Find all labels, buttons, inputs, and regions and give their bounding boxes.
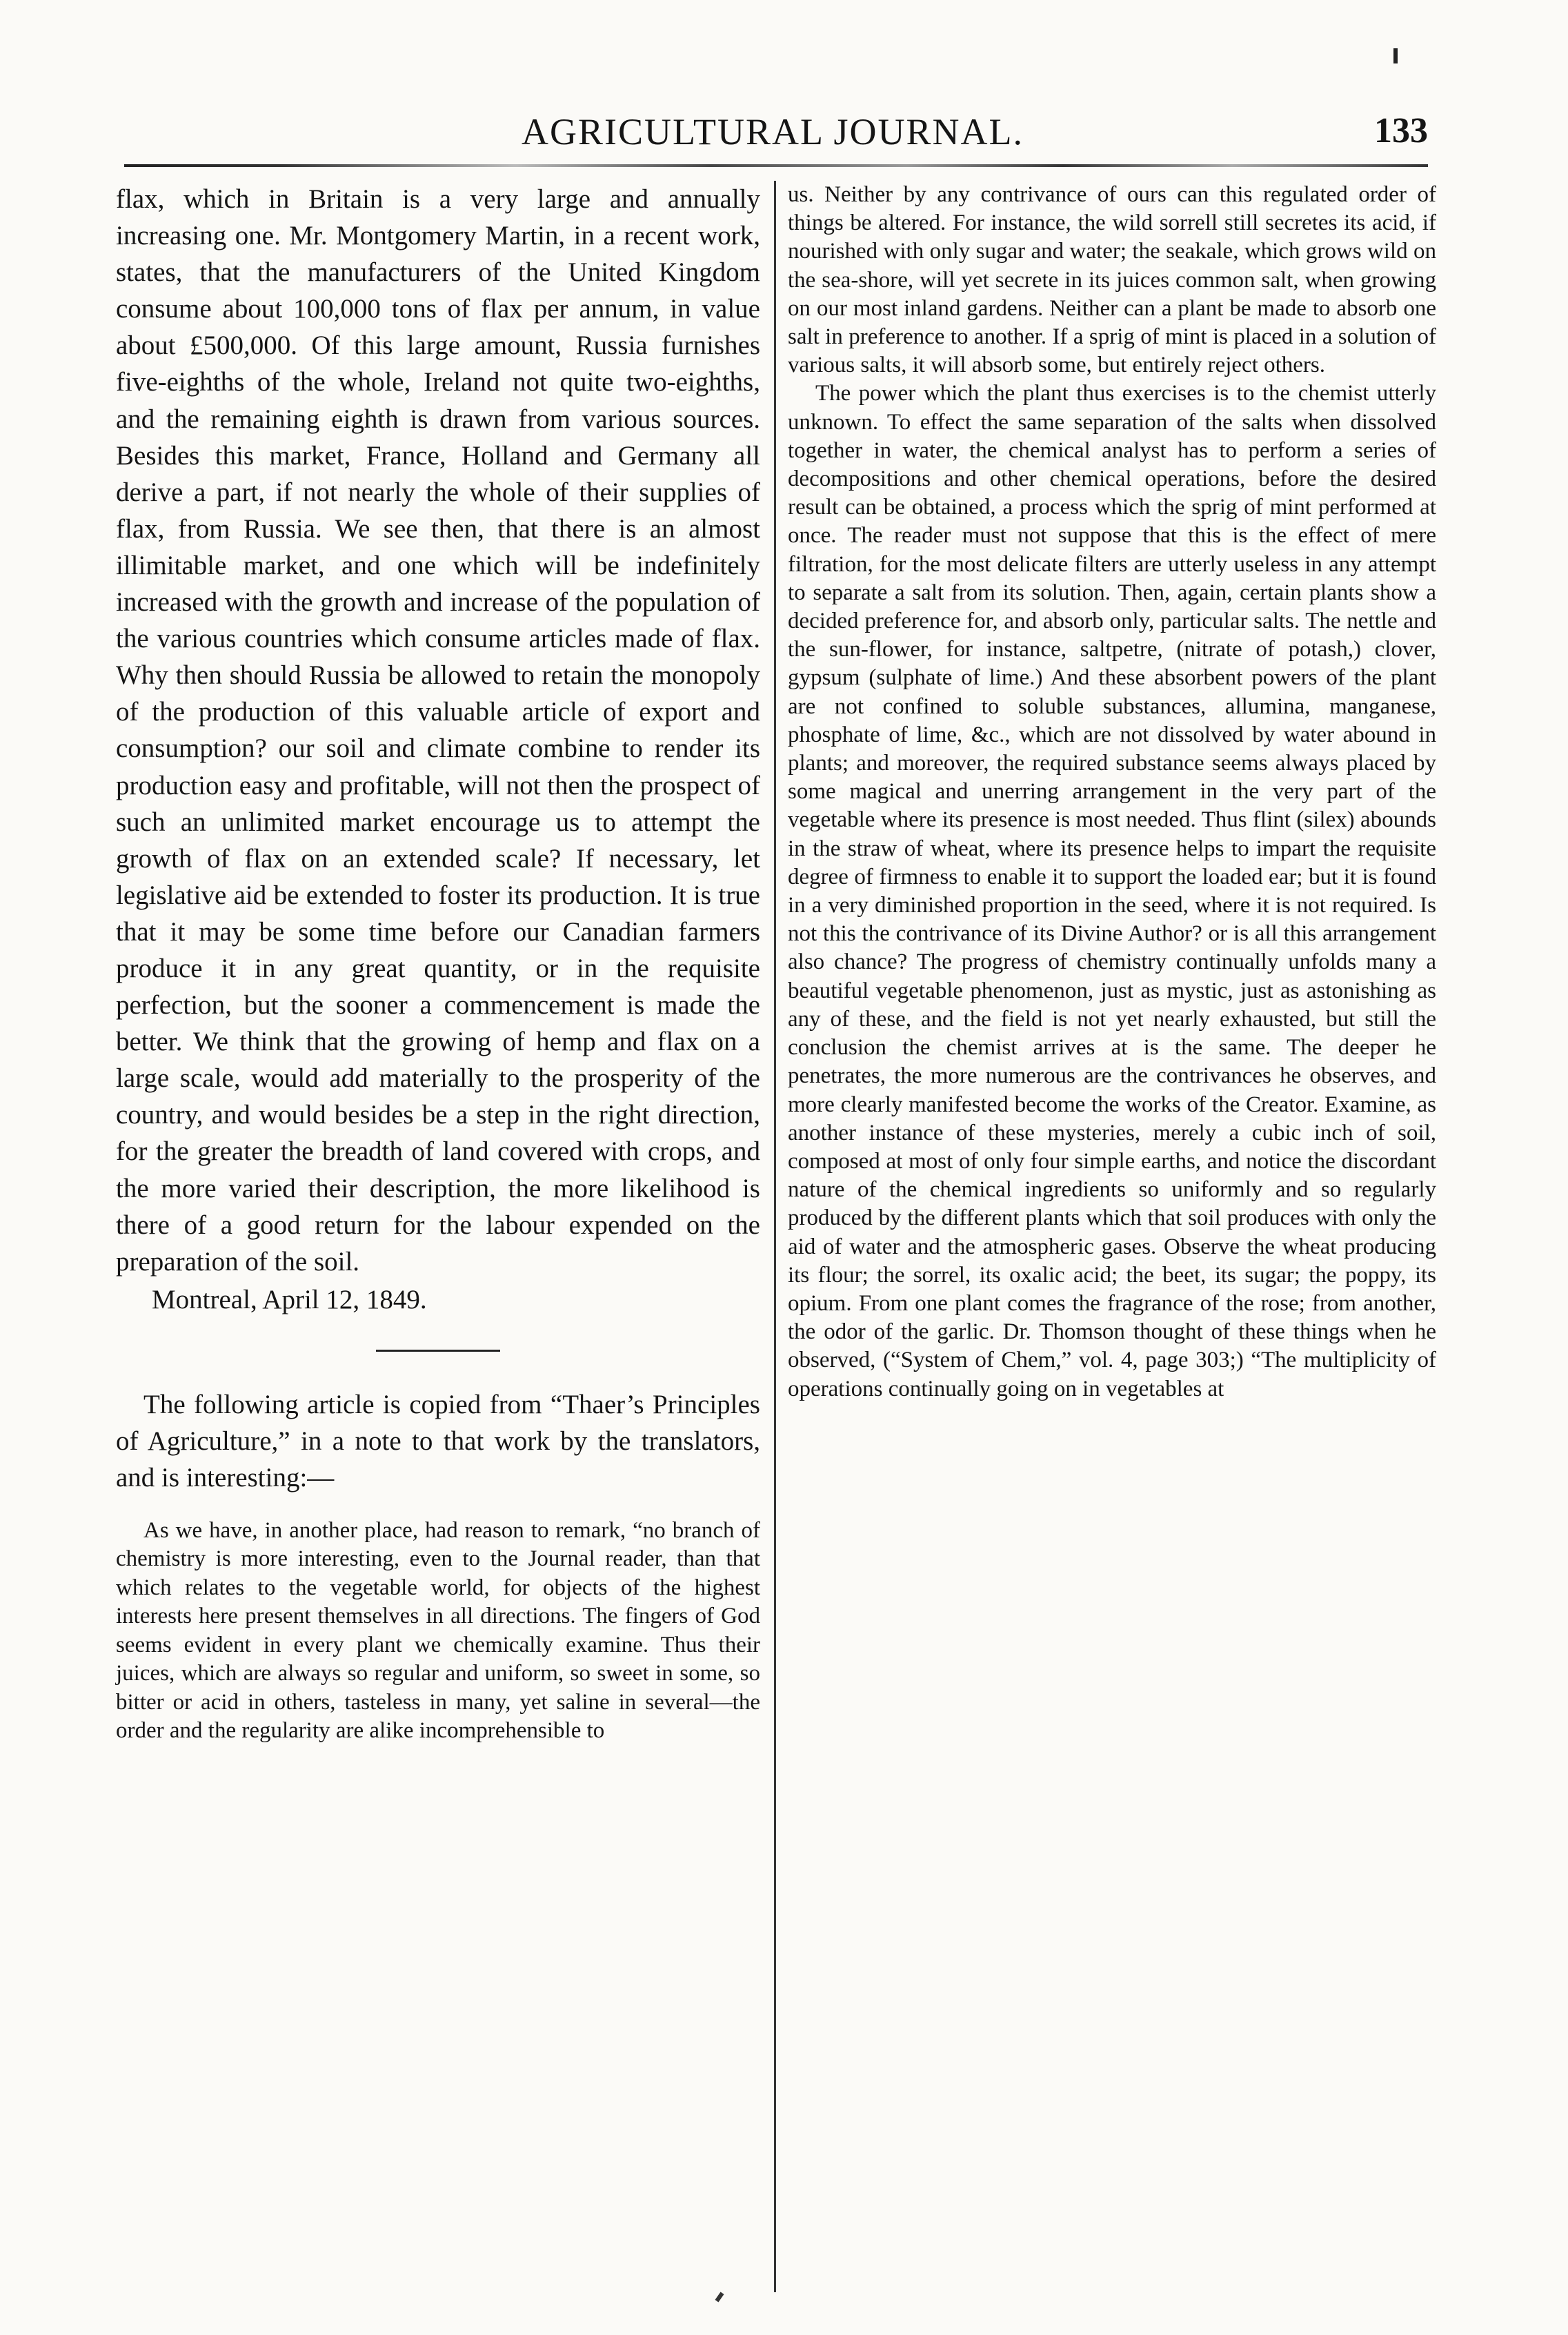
right-paragraph-order: us. Neither by any contrivance of ours can this regulated order of things be altered. For instance, the wild sorrell still secretes its acid, if nourished with only sugar and water; the seakale, which grows wild on the sea-shore, will yet secrete in its juices common salt, when growing on our most inland gardens. Neither can a plant be made to absorb one salt in preference to another. If a sprig of mint is placed in a solution of various salts, it will absorb some, but entirely reject others.	[788, 182, 1436, 378]
left-paragraph-chemistry: As we have, in another place, had reason to remark, “no branch of chemistry is more interesting, even to the Journal reader, than that which relates to the vegetable world, for objects of the highest interests here present themselves in all directions. The fingers of God seems evident in every plant we chemically examine. Thus their juices, which are always so regular and uniform, so sweet in some, so bitter or acid in others, tasteless in many, yet saline in several—the order and the regularity are alike incomprehensible to	[116, 1517, 760, 1744]
article-intro: The following article is copied from “Thaer’s Principles of Agriculture,” in a note to that work by the translators, and is interesting:—	[116, 1389, 760, 1492]
right-column	[788, 181, 1436, 1403]
section-divider	[376, 1350, 500, 1352]
left-paragraph-flax: flax, which in Britain is a very large and annually increasing one. Mr. Montgomery Martin, in a recent work, states, that the manufacturers of the United Kingdom consume about 100,000 tons of flax per annum, in value about £500,000. Of this large amount, Russia furnishes five-eighths of the whole, Ireland not quite two-eighths, and the remaining eighth is drawn from various sources. Besides this market, France, Holland and Germany all derive a part, if not nearly the whole of their supplies of flax, from Russia. We see then, that there is an almost illimitable market, and one which will be indefinitely increased with the growth and increase of the population of the various countries which consume articles made of flax. Why then should Russia be allowed to retain the monopoly of the production of this valuable article of export and consumption? our soil and climate combine to render its production easy and profitable, will not then the prospect of such an unlimited market encourage us to attempt the growth of flax on an extended scale? If necessary, let legislative aid be extended to foster its production. It is true that it may be some time before our Canadian farmers produce it in any great quantity, or in the requisite perfection, but the sooner a commencement is made the better. We think that the growing of hemp and flax on a large scale, would add materially to the prosperity of the country, and would besides be a step in the right direction, for the greater the breadth of land covered with crops, and the more varied their description, the more likelihood is there of a good return for the labour expended on the preparation of the soil.	[116, 184, 760, 1277]
running-title: AGRICULTURAL JOURNAL.	[521, 111, 1024, 152]
dateline: Montreal, April 12, 1849.	[152, 1284, 427, 1314]
page-number: 133	[1374, 111, 1428, 150]
left-column	[116, 181, 760, 1746]
column-divider	[774, 181, 776, 2292]
print-speck	[715, 2292, 724, 2303]
ink-mark	[1393, 48, 1398, 63]
header-rule	[124, 164, 1428, 167]
right-paragraph-power: The power which the plant thus exercises is to the chemist utterly unknown. To effect the same separation of the salts when dissolved together in water, the chemical analyst has to perform a series of decompositions and other chemical operations, before the desired result can be obtained, a process which the sprig of mint performed at once. The reader must not suppose that this is the effect of mere filtration, for the most delicate filters are utterly useless in any attempt to separate a salt from its solution. Then, again, certain plants show a decided preference for, and absorb only, particular salts. The nettle and the sun-flower, for instance, saltpetre, (nitrate of potash,) clover, gypsum (sulphate of lime.) And these absorbent powers of the plant are not confined to soluble substances, allumina, manganese, phosphate of lime, &c., which are not dissolved by water abound in plants; and moreover, the required substance seems always placed by some magical and unerring arrangement in the very part of the vegetable where its presence is most needed. Thus flint (silex) abounds in the straw of wheat, where its presence helps to impart the requisite degree of firmness to enable it to support the loaded ear; but it is found in a very diminished proportion in the seed, where it is not required. Is not this the contrivance of its Divine Author? or is all this arrangement also chance? The progress of chemistry continually unfolds many a beautiful vegetable phenomenon, just as mystic, just as astonishing as any of these, and the field is not yet nearly exhausted, but still the conclusion the chemist arrives at is the same. The deeper he penetrates, the more numerous are the contrivances he observes, and more clearly manifested become the works of the Creator. Examine, as another instance of these mysteries, merely a cubic inch of soil, composed at most of only four simple earths, and notice the discordant nature of the chemical ingredients so uniformly and so regularly produced by the different plants which that soil produces with only the aid of water and the atmospheric gases. Observe the wheat producing its flour; the sorrel, its oxalic acid; the beet, its sugar; the poppy, its opium. From one plant comes the fragrance of the rose; from another, the odor of the garlic. Dr. Thomson thought of these things when he observed, (“System of Chem,” vol. 4, page 303;) “The multiplicity of operations continually going on in vegetables at	[788, 381, 1436, 1401]
page-header	[117, 110, 1428, 159]
